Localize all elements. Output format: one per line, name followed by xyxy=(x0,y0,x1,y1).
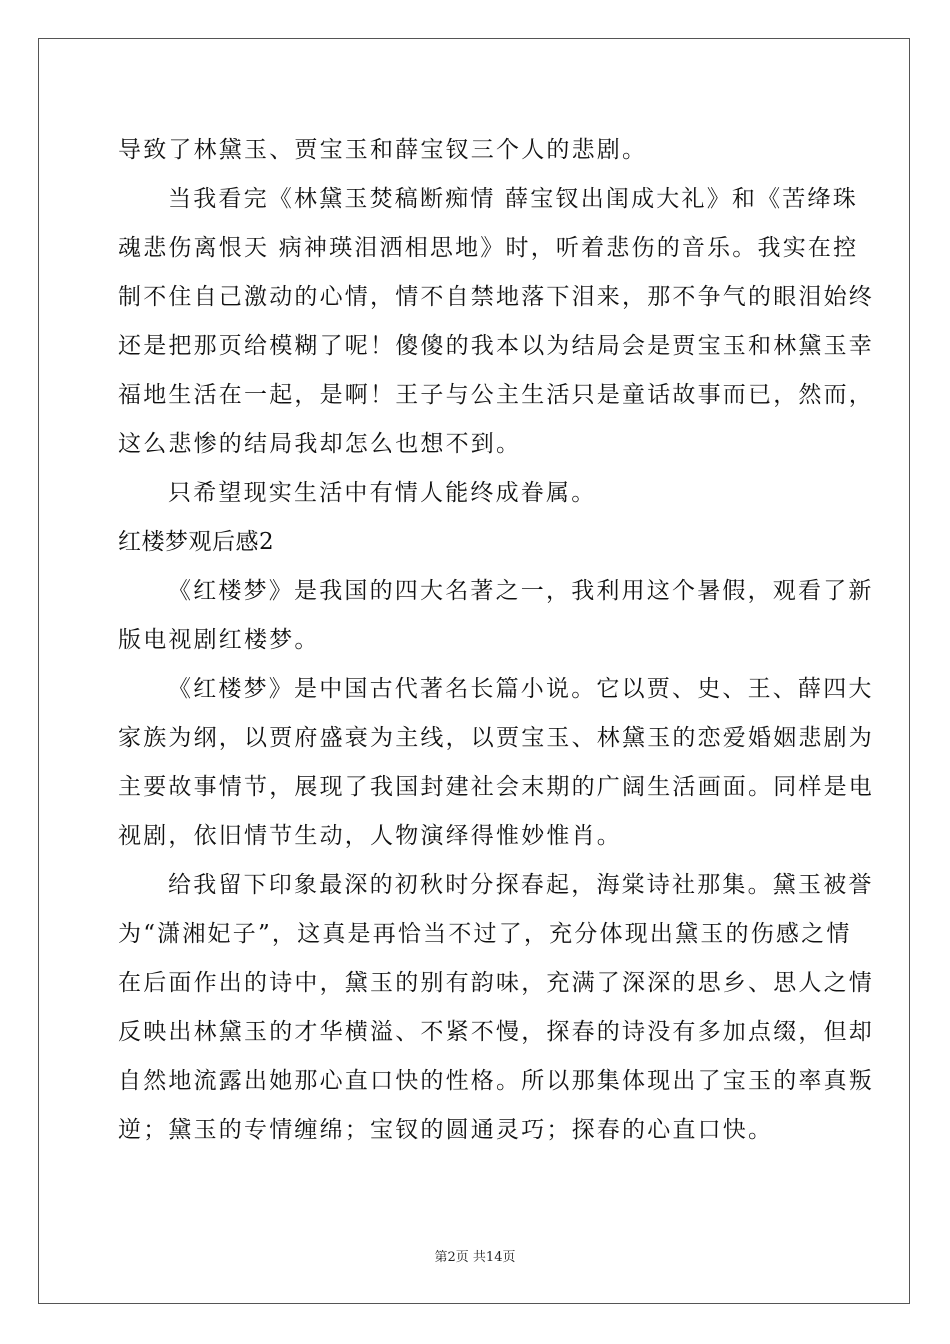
text-line: 还是把那页给模糊了呢！傻傻的我本以为结局会是贾宝玉和林黛玉幸 xyxy=(118,333,874,359)
text-line: 家族为纲，以贾府盛衰为主线，以贾宝玉、林黛玉的恋爱婚姻悲剧为 xyxy=(118,725,874,751)
text-line: 给我留下印象最深的初秋时分探春起，海棠诗社那集。黛玉被誉 xyxy=(168,872,874,898)
text-line: 逆；黛玉的专情缠绵；宝钗的圆通灵巧；探春的心直口快。 xyxy=(118,1117,774,1143)
text-line: 这么悲惨的结局我却怎么也想不到。 xyxy=(118,431,522,457)
text-line: 只希望现实生活中有情人能终成眷属。 xyxy=(168,480,597,506)
text-line: 在后面作出的诗中，黛玉的别有韵味，充满了深深的思乡、思人之情 xyxy=(118,970,874,996)
section-heading: 红楼梦观后感2 xyxy=(118,529,275,555)
text-line: 视剧，依旧情节生动，人物演绎得惟妙惟肖。 xyxy=(118,823,622,849)
text-line: 导致了林黛玉、贾宝玉和薛宝钗三个人的悲剧。 xyxy=(118,137,648,163)
page-footer: 第2页 共14页 xyxy=(434,1250,516,1265)
document-body xyxy=(118,126,874,1155)
text-line: 自然地流露出她那心直口快的性格。所以那集体现出了宝玉的率真叛 xyxy=(118,1068,874,1094)
text-line: 主要故事情节，展现了我国封建社会末期的广阔生活画面。同样是电 xyxy=(118,774,874,800)
text-line: 《红楼梦》是我国的四大名著之一，我利用这个暑假，观看了新 xyxy=(168,578,874,604)
text-line: 制不住自己激动的心情，情不自禁地落下泪来，那不争气的眼泪始终 xyxy=(118,284,874,310)
text-line: 反映出林黛玉的才华横溢、不紧不慢，探春的诗没有多加点缀，但却 xyxy=(118,1019,874,1045)
text-line: 为“潇湘妃子”，这真是再恰当不过了，充分体现出黛玉的伤感之情 xyxy=(118,921,852,947)
text-line: 福地生活在一起，是啊！王子与公主生活只是童话故事而已，然而， xyxy=(118,382,874,408)
text-line: 《红楼梦》是中国古代著名长篇小说。它以贾、史、王、薛四大 xyxy=(168,676,874,702)
text-line: 当我看完《林黛玉焚稿断痴情 薛宝钗出闺成大礼》和《苦绛珠 xyxy=(168,186,858,212)
text-line: 版电视剧红楼梦。 xyxy=(118,627,320,653)
text-line: 魂悲伤离恨天 病神瑛泪洒相思地》时，听着悲伤的音乐。我实在控 xyxy=(118,235,859,261)
